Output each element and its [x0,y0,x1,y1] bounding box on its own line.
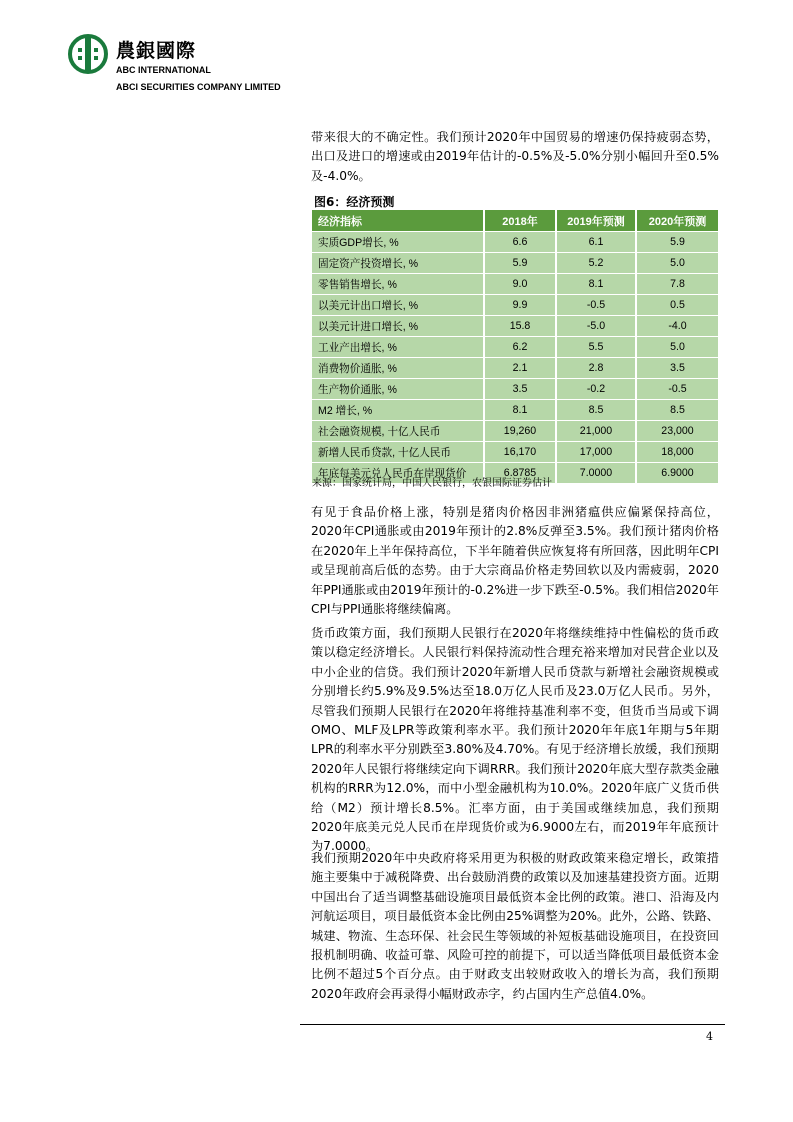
paragraph-inflation: 有见于食品价格上涨，特别是猪肉价格因非洲猪瘟供应偏紧保持高位，2020年CPI通胀或由2019年预计的2.8%反弹至3.5%。我们预计猪肉价格在2020年上半年保持高位，下半年随着供应恢复将有所回落，因此明年CPI或呈现前高后低的态势。由于大宗商品价格走势回软以及内需疲弱，2020年PPI通胀或由2019年预计的-0.2%进一步下跌至-0.5%。我们相信2020年CPI与PPI通胀将继续偏离。 [311,505,719,617]
table-source: 来源：国家统计局，中国人民银行，农银国际证券估计 [312,478,552,489]
value-cell: 21,000 [556,421,636,442]
table-row [312,274,718,295]
header [68,34,368,94]
company-name-en: ABCI SECURITIES COMPANY LIMITED [116,82,281,92]
table-row [312,358,718,379]
value-cell: 17,000 [556,442,636,463]
header-indicator: 经济指标 [312,210,484,232]
value-cell: 6.2 [484,337,556,358]
value-cell: 5.0 [636,253,718,274]
value-cell: -0.2 [556,379,636,400]
figure-title: 图6：经济预测 [314,195,395,209]
forecast-table [312,210,718,483]
indicator-cell: 固定资产投资增长, % [312,253,484,274]
abc-logo-icon [68,34,108,74]
table-row [312,379,718,400]
page-number: 4 [706,1030,713,1043]
table-row [312,232,718,253]
value-cell: 7.8 [636,274,718,295]
table-row [312,295,718,316]
indicator-cell: 零售销售增长, % [312,274,484,295]
indicator-cell: 实质GDP增长, % [312,232,484,253]
indicator-cell: 新增人民币贷款, 十亿人民币 [312,442,484,463]
value-cell: 8.1 [484,400,556,421]
value-cell: -5.0 [556,316,636,337]
table-row [312,253,718,274]
paragraph-trade: 带来很大的不确定性。我们预计2020年中国贸易的增速仍保持疲弱态势，出口及进口的增速或由2019年估计的-0.5%及-5.0%分别小幅回升至0.5%及-4.0%。 [311,130,719,183]
value-cell: -4.0 [636,316,718,337]
indicator-cell: 以美元计出口增长, % [312,295,484,316]
value-cell: 16,170 [484,442,556,463]
indicator-cell: 消费物价通胀, % [312,358,484,379]
header-2020f: 2020年预测 [636,210,718,232]
indicator-cell: 年底每美元兑人民币在岸现货价 [312,463,484,484]
value-cell: 8.5 [556,400,636,421]
value-cell: 15.8 [484,316,556,337]
value-cell: 7.0000 [556,463,636,484]
value-cell: 6.8785 [484,463,556,484]
value-cell: 2.1 [484,358,556,379]
indicator-cell: M2 增长, % [312,400,484,421]
value-cell: 8.1 [556,274,636,295]
value-cell: 9.0 [484,274,556,295]
table-header-row [312,210,718,232]
value-cell: 3.5 [484,379,556,400]
value-cell: 6.1 [556,232,636,253]
brand-name-cn: 農銀國際 [116,40,197,62]
indicator-cell: 生产物价通胀, % [312,379,484,400]
brand-name-en: ABC INTERNATIONAL [116,65,211,75]
paragraph-fiscal: 我们预期2020年中央政府将采用更为积极的财政政策来稳定增长，政策措施主要集中于减税降费、出台鼓励消费的政策以及加速基建投资方面。近期中国出台了适当调整基础设施项目最低资本金比例的政策。港口、沿海及内河航运项目，项目最低资本金比例由25%调整为20%。此外，公路、铁路、城建、物流、生态环保、社会民生等领域的补短板基础设施项目，在投资回报机制明确、收益可靠、风险可控的前提下，可以适当降低项目最低资本金比例不超过5个百分点。由于财政支出较财政收入的增长为高，我们预期2020年政府会再录得小幅财政赤字，约占国内生产总值4.0%。 [311,851,719,1001]
indicator-cell: 以美元计进口增长, % [312,316,484,337]
value-cell: 9.9 [484,295,556,316]
header-2018: 2018年 [484,210,556,232]
value-cell: 5.5 [556,337,636,358]
value-cell: -0.5 [556,295,636,316]
value-cell: 19,260 [484,421,556,442]
value-cell: 5.2 [556,253,636,274]
table-row [312,421,718,442]
value-cell: 3.5 [636,358,718,379]
table-row [312,337,718,358]
value-cell: 6.6 [484,232,556,253]
footer-divider [300,1024,725,1025]
value-cell: 0.5 [636,295,718,316]
table-row [312,442,718,463]
value-cell: 8.5 [636,400,718,421]
value-cell: 6.9000 [636,463,718,484]
table-row [312,316,718,337]
value-cell: 5.0 [636,337,718,358]
value-cell: 5.9 [636,232,718,253]
value-cell: 23,000 [636,421,718,442]
header-2019f: 2019年预测 [556,210,636,232]
value-cell: -0.5 [636,379,718,400]
value-cell: 2.8 [556,358,636,379]
indicator-cell: 社会融资规模, 十亿人民币 [312,421,484,442]
indicator-cell: 工业产出增长, % [312,337,484,358]
table-row [312,400,718,421]
value-cell: 5.9 [484,253,556,274]
paragraph-monetary: 货币政策方面，我们预期人民银行在2020年将继续维持中性偏松的货币政策以稳定经济增长。人民银行料保持流动性合理充裕来增加对民营企业以及中小企业的信贷。我们预计2020年新增人民币贷款与新增社会融资规模或分别增长约5.9%及9.5%达至18.0万亿人民币及23.0万亿人民币。另外，尽管我们预期人民银行在2020年将维持基准利率不变，但货币当局或下调OMO、MLF及LPR等政策利率水平。我们预计2020年年底1年期与5年期LPR的利率水平分别跌至3.80%及4.70%。有见于经济增长放缓，我们预期2020年人民银行将继续定向下调RRR。我们预计2020年底大型存款类金融机构的RRR为12.0%，而中小型金融机构为10.0%。2020年底广义货币供给（M2）预计增长8.5%。汇率方面，由于美国或继续加息，我们预期2020年底美元兑人民币在岸现货价或为6.9000左右，而2019年年底预计为7.0000。 [311,626,719,854]
value-cell: 18,000 [636,442,718,463]
